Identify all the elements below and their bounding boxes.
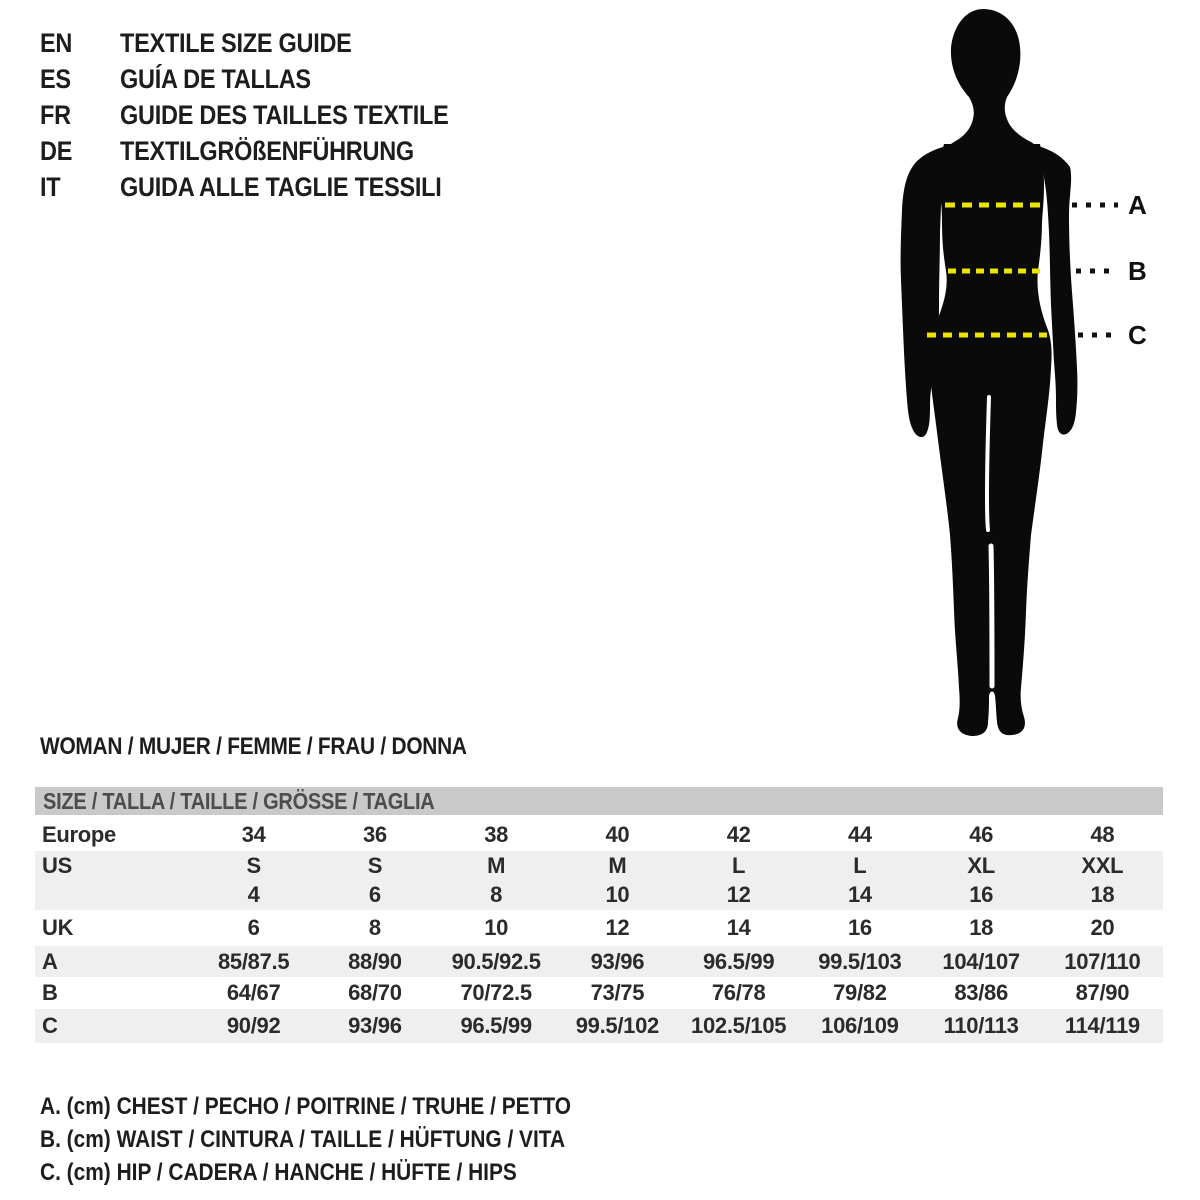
size-cell: 73/75 bbox=[590, 980, 645, 1005]
row-label: C bbox=[42, 1013, 58, 1038]
size-cell: 99.5/103 bbox=[818, 948, 902, 974]
language-row-de bbox=[40, 133, 448, 169]
row-label: A bbox=[42, 948, 58, 974]
size-cell: L bbox=[732, 852, 746, 878]
legend-waist-text: B. (cm) WAIST / CINTURA / TAILLE / HÜFTUNG / VITA bbox=[40, 1126, 566, 1153]
size-cell: 12 bbox=[605, 915, 630, 940]
size-cell: 34 bbox=[241, 821, 266, 847]
size-cell: 96.5/99 bbox=[460, 1013, 532, 1038]
size-cell: XL bbox=[967, 852, 995, 878]
size-cell: 8 bbox=[490, 882, 503, 907]
size-cell: 96.5/99 bbox=[702, 948, 775, 974]
table-row-europe bbox=[35, 818, 1163, 851]
language-row-en bbox=[40, 25, 448, 61]
size-cell: S bbox=[367, 852, 383, 878]
language-row-it bbox=[40, 169, 448, 205]
size-cell: 93/96 bbox=[348, 1013, 402, 1038]
measurement-figure bbox=[880, 0, 1200, 745]
size-table bbox=[35, 787, 1163, 1043]
table-row-us-letters bbox=[35, 851, 1163, 880]
size-cell: M bbox=[608, 852, 627, 878]
size-cell: 114/119 bbox=[1064, 1013, 1140, 1038]
size-cell: 76/78 bbox=[711, 980, 766, 1005]
language-row-fr bbox=[40, 97, 448, 133]
size-cell: 90.5/92.5 bbox=[451, 948, 541, 974]
language-title: TEXTILE SIZE GUIDE bbox=[120, 28, 352, 58]
size-cell: 93/96 bbox=[590, 948, 645, 974]
language-title: GUÍA DE TALLAS bbox=[120, 64, 311, 94]
size-cell: 10 bbox=[605, 882, 630, 907]
language-code: EN bbox=[40, 28, 73, 58]
size-cell: 102.5/105 bbox=[691, 1013, 787, 1038]
size-cell: 6 bbox=[247, 915, 260, 940]
size-cell: 14 bbox=[847, 882, 872, 907]
size-cell: 36 bbox=[362, 821, 387, 847]
size-cell: 106/109 bbox=[821, 1013, 899, 1038]
language-code: IT bbox=[40, 172, 61, 202]
size-cell: L bbox=[853, 852, 867, 878]
size-cell: 16 bbox=[969, 882, 994, 907]
language-title: TEXTILGRÖßENFÜHRUNG bbox=[120, 136, 414, 166]
size-cell: 4 bbox=[247, 882, 260, 907]
language-row-es bbox=[40, 61, 448, 97]
size-cell: 44 bbox=[847, 821, 872, 847]
leg-gap-upper bbox=[987, 397, 989, 530]
row-label: US bbox=[42, 852, 72, 878]
size-cell: 70/72.5 bbox=[460, 980, 532, 1005]
section-title bbox=[40, 735, 531, 759]
size-cell: 48 bbox=[1090, 821, 1115, 847]
table-header bbox=[35, 787, 1163, 815]
table-row-chest bbox=[35, 946, 1163, 977]
size-cell: 10 bbox=[484, 915, 509, 940]
language-code: DE bbox=[40, 136, 73, 166]
legend-hip bbox=[40, 1156, 650, 1189]
legend-hip-text: C. (cm) HIP / CADERA / HANCHE / HÜFTE / HIPS bbox=[40, 1159, 517, 1186]
language-code: ES bbox=[40, 64, 71, 94]
table-row-us-numbers bbox=[35, 880, 1163, 910]
size-cell: 40 bbox=[605, 821, 630, 847]
size-cell: 110/113 bbox=[943, 1013, 1019, 1038]
table-row-hip bbox=[35, 1009, 1163, 1043]
waist-measure-label: B bbox=[1128, 256, 1147, 286]
legend-chest-text: A. (cm) CHEST / PECHO / POITRINE / TRUHE / PETTO bbox=[40, 1093, 571, 1120]
hip-measure-label: C bbox=[1128, 320, 1147, 350]
size-cell: 79/82 bbox=[833, 980, 887, 1005]
size-cell: 87/90 bbox=[1075, 980, 1130, 1005]
size-cell: 68/70 bbox=[348, 980, 402, 1005]
language-code: FR bbox=[40, 100, 71, 130]
section-title-text: WOMAN / MUJER / FEMME / FRAU / DONNA bbox=[40, 733, 467, 760]
chest-measure-label: A bbox=[1128, 190, 1147, 220]
size-cell: 16 bbox=[847, 915, 872, 940]
language-title: GUIDE DES TAILLES TEXTILE bbox=[120, 100, 449, 130]
measurement-legend bbox=[40, 1090, 650, 1189]
row-label: UK bbox=[42, 915, 74, 940]
size-cell: 104/107 bbox=[942, 948, 1020, 974]
size-cell: XXL bbox=[1081, 852, 1124, 878]
legend-chest bbox=[40, 1090, 650, 1123]
table-row-waist bbox=[35, 977, 1163, 1009]
size-cell: 99.5/102 bbox=[575, 1013, 659, 1038]
size-cell: 42 bbox=[726, 821, 751, 847]
size-cell: 6 bbox=[368, 882, 381, 907]
table-header-text: SIZE / TALLA / TAILLE / GRÖSSE / TAGLIA bbox=[43, 788, 435, 814]
size-cell: 14 bbox=[726, 915, 751, 940]
size-cell: 83/86 bbox=[954, 980, 1008, 1005]
size-cell: 20 bbox=[1090, 915, 1115, 940]
size-cell: 90/92 bbox=[226, 1013, 281, 1038]
size-cell: 18 bbox=[1090, 882, 1115, 907]
language-title: GUIDA ALLE TAGLIE TESSILI bbox=[120, 172, 442, 202]
leg-gap-lower bbox=[991, 546, 992, 686]
size-cell: 64/67 bbox=[226, 980, 281, 1005]
size-cell: 12 bbox=[726, 882, 751, 907]
size-cell: 107/110 bbox=[1064, 948, 1141, 974]
legend-waist bbox=[40, 1123, 650, 1156]
size-cell: 88/90 bbox=[348, 948, 402, 974]
size-cell: 85/87.5 bbox=[217, 948, 290, 974]
size-cell: 8 bbox=[368, 915, 381, 940]
silhouette-head bbox=[946, 9, 1038, 153]
size-cell: S bbox=[246, 852, 261, 878]
row-label: Europe bbox=[42, 821, 116, 847]
size-cell: 46 bbox=[969, 821, 994, 847]
row-label: B bbox=[42, 980, 58, 1005]
size-cell: 38 bbox=[484, 821, 509, 847]
woman-silhouette-svg bbox=[880, 0, 1200, 745]
table-row-uk bbox=[35, 910, 1163, 946]
language-title-list bbox=[40, 25, 448, 205]
size-cell: 18 bbox=[969, 915, 994, 940]
size-cell: M bbox=[487, 852, 506, 878]
